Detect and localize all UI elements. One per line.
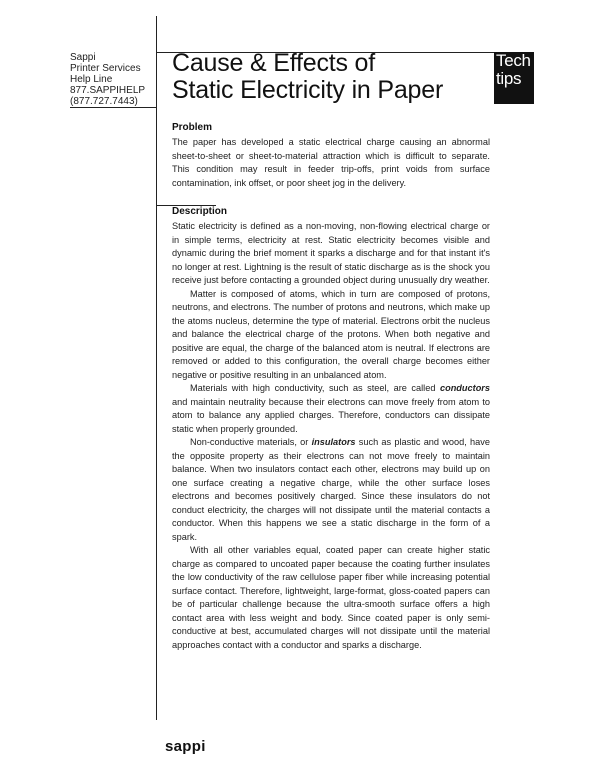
problem-heading: Problem [172, 122, 213, 133]
paragraph-text: such as plastic and wood, have the opposite property as their electrons can not move freely to maintain balance. When two insulators contact each other, electrons may build up on one surface creating a negative charge, while the other surface loses electrons and becomes positively charged. Since these insulators do not conduct electricity, the charges will not dissipate until the material contacts a conductor. When this happens we see a static discharge in the form of a spark. [172, 437, 490, 542]
contact-rule [70, 107, 156, 108]
paragraph-text: and maintain neutrality because their electrons can move freely from atom to atom to balance any applied charges. Therefore, conductors can dissipate static when properly grounded. [172, 396, 490, 434]
description-paragraph-2: Matter is composed of atoms, which in turn are composed of protons, neutrons, and electrons. The number of protons and neutrons, which make up the atoms nucleus, determine the type of material. Electrons orbit the nucleus and balance the electrical charge of the protons. When both negative and positive are equal, the charge of the balanced atom is neutral. If electrons are removed or added to this configuration, the overall charge becomes either negative or positive resulting in an unbalanced atom. [172, 288, 490, 380]
paragraph-text: Non-conductive materials, or [190, 437, 312, 447]
paragraph-text: Materials with high conductivity, such as steel, are called [190, 383, 440, 393]
badge-line-1: Tech [496, 51, 531, 70]
sappi-logo: sappi [165, 738, 206, 755]
description-heading: Description [172, 206, 228, 217]
description-paragraph-4 [172, 436, 490, 544]
description-paragraph-5: With all other variables equal, coated paper can create higher static charge as compared to uncoated paper because the coating further insulates the low conductivity of the raw cellulose paper fiber while increasing potential surface contact. Therefore, lightweight, large-format, gloss-coated papers can be of particular challenge because the ultra-smooth surface offers a high contact area with less weight and body. Since coated paper is only semi-conductive at best, accumulated charges will not dissipate until the material approaches contact with a conductor and sparks a discharge. [172, 545, 490, 650]
page-title [172, 50, 492, 104]
contact-line: Sappi [70, 52, 96, 63]
description-section [172, 206, 490, 652]
problem-section [172, 122, 490, 190]
help-line-contact [70, 52, 156, 107]
tech-tips-badge [494, 52, 534, 104]
description-paragraph-3 [172, 382, 490, 436]
term-insulators: insulators [311, 437, 356, 447]
contact-line: Help Line [70, 74, 113, 85]
contact-phone: 877.SAPPIHELP [70, 85, 146, 96]
term-conductors: conductors [439, 383, 490, 393]
problem-text: The paper has developed a static electrical charge causing an abnormal sheet-to-sheet or sheet-to-material attraction which is difficult to separate. This condition may result in feeder trip-offs, print voids from surface contamination, ink offset, or poor sheet jog in the delivery. [172, 137, 490, 188]
title-line-1: Cause & Effects of [172, 49, 375, 77]
contact-line: Printer Services [70, 63, 141, 74]
badge-line-2: tips [496, 69, 522, 88]
title-line-2: Static Electricity in Paper [172, 76, 444, 104]
vertical-rule [156, 16, 157, 720]
description-paragraph-1: Static electricity is defined as a non-moving, non-flowing electrical charge or in simple terms, electricity at rest. Static electricity becomes visible and dynamic during the brief moment it sparks a discharge and for that instant it's no longer at rest. Lightning is the result of static discharge as is the shock you receive just before contacting a grounded object during unusually dry weather. [172, 221, 490, 285]
contact-phone-numeric: (877.727.7443) [70, 96, 138, 107]
